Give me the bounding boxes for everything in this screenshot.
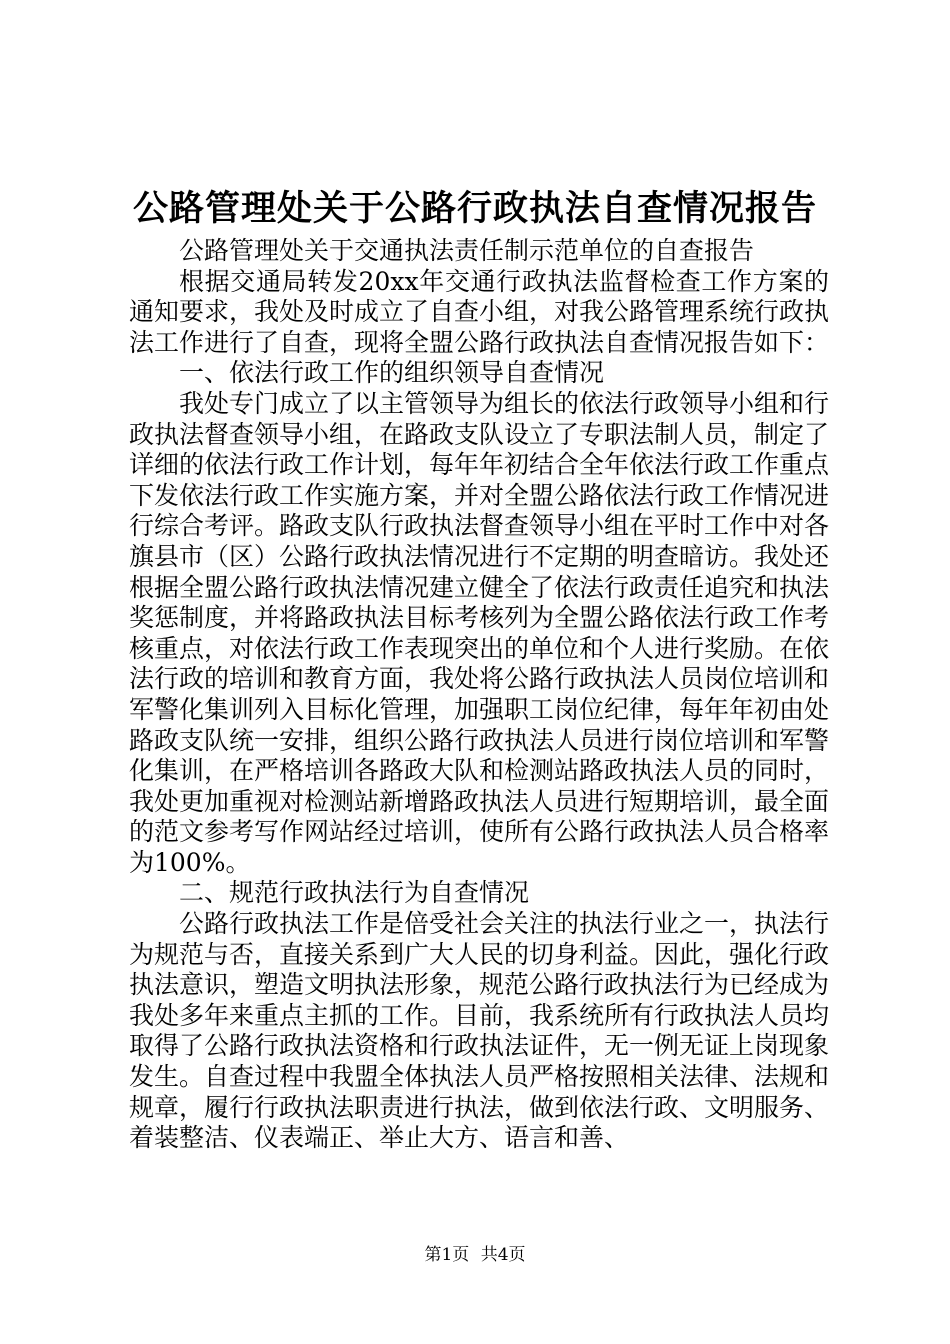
section-heading-2: 二、规范行政执法行为自查情况	[179, 878, 530, 908]
page-footer	[0, 1244, 950, 1266]
section-heading-1: 一、依法行政工作的组织领导自查情况	[179, 358, 605, 388]
document-body	[129, 236, 829, 1154]
paragraph-section-2: 公路行政执法工作是倍受社会关注的执法行业之一，执法行为规范与否，直接关系到广大人民的切身利益。因此，强化行政执法意识，塑造文明执法形象，规范公路行政执法行为已经成为我处多年来重点主抓的工作。目前，我系统所有行政执法人员均取得了公路行政执法资格和行政执法证件，无一例无证上岗现象发生。自查过程中我盟全体执法人员严格按照相关法律、法规和规章，履行行政执法职责进行执法，做到依法行政、文明服务、着装整洁、仪表端正、举止大方、语言和善、	[129, 909, 830, 1153]
paragraph-intro: 根据交通局转发20xx年交通行政执法监督检查工作方案的通知要求，我处及时成立了自查小组，对我公路管理系统行政执法工作进行了自查，现将全盟公路行政执法自查情况报告如下：	[129, 266, 830, 357]
page-total: 共4页	[480, 1245, 526, 1265]
page-number: 第1页	[424, 1245, 470, 1265]
paragraph-section-1: 我处专门成立了以主管领导为组长的依法行政领导小组和行政执法督查领导小组，在路政支队设立了专职法制人员，制定了详细的依法行政工作计划，每年年初结合全年依法行政工作重点下发依法行政工作实施方案，并对全盟公路依法行政工作情况进行综合考评。路政支队行政执法督查领导小组在平时工作中对各旗县市（区）公路行政执法情况进行不定期的明查暗访。我处还根据全盟公路行政执法情况建立健全了依法行政责任追究和执法奖惩制度，并将路政执法目标考核列为全盟公路依法行政工作考核重点，对依法行政工作表现突出的单位和个人进行奖励。在依法行政的培训和教育方面，我处将公路行政执法人员岗位培训和军警化集训列入目标化管理，加强职工岗位纪律，每年年初由处路政支队统一安排，组织公路行政执法人员进行岗位培训和军警化集训，在严格培训各路政大队和检测站路政执法人员的同时，我处更加重视对检测站新增路政执法人员进行短期培训，最全面的范文参考写作网站经过培训，使所有公路行政执法人员合格率为100%。	[129, 388, 830, 877]
document-title: 公路管理处关于公路行政执法自查情况报告	[132, 188, 817, 229]
paragraph-subtitle: 公路管理处关于交通执法责任制示范单位的自查报告	[179, 236, 755, 265]
